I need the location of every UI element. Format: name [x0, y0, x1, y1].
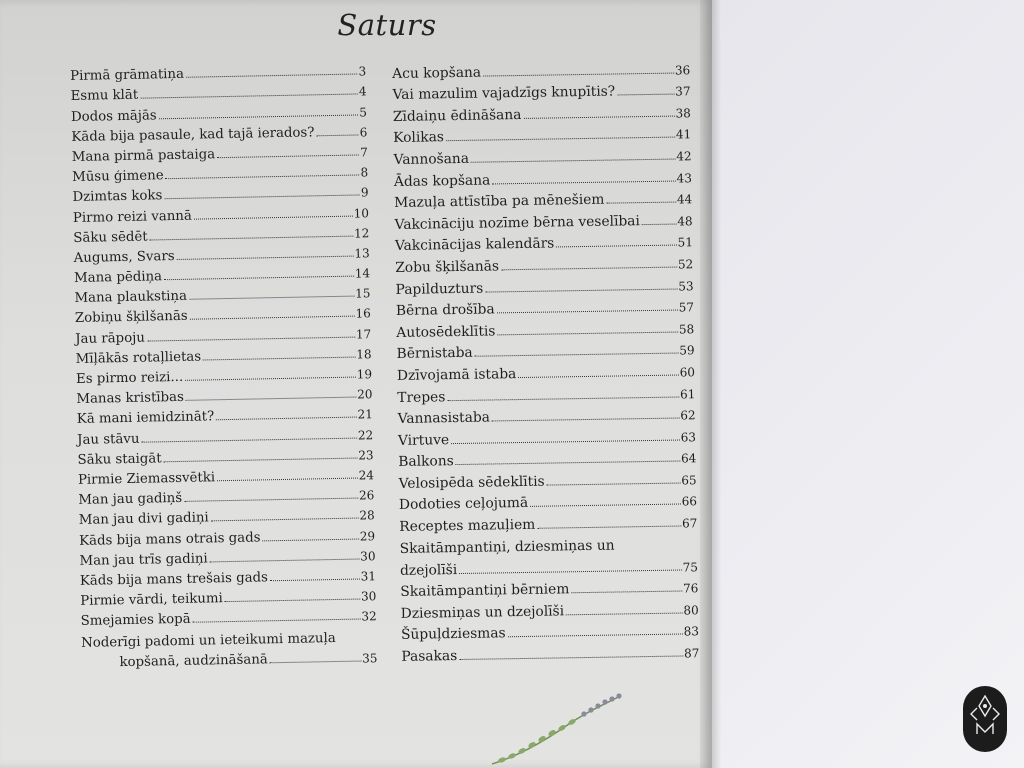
toc-entry-title: dzejolīši: [399, 561, 458, 579]
watermark-logo-icon: [963, 686, 1007, 752]
toc-entry-page: 13: [354, 246, 370, 261]
dot-leader: [164, 195, 360, 200]
dot-leader: [475, 353, 679, 357]
page-title: Saturs: [337, 8, 437, 42]
dot-leader: [485, 288, 677, 292]
toc-entry-title: Mīļākās rotaļlietas: [75, 349, 202, 367]
toc-entry-page: 80: [683, 603, 699, 618]
toc-entry-page: 19: [356, 367, 373, 382]
dot-leader: [459, 569, 682, 573]
toc-entry-title: Esmu klāt: [70, 88, 139, 105]
dot-leader: [316, 134, 358, 136]
dot-leader: [492, 418, 679, 422]
toc-entry-page: 20: [356, 387, 373, 402]
toc-entry-page: 66: [681, 494, 698, 509]
toc-entry-title: Dziesmiņas un dzejolīši: [400, 603, 565, 622]
toc-entry-title: Noderīgi padomi un ieteikumi mazuļa: [80, 631, 336, 652]
dot-leader: [451, 439, 680, 444]
dot-leader: [607, 202, 676, 204]
dot-leader: [150, 235, 353, 240]
dot-leader: [164, 457, 358, 462]
toc-entry-title: Acu kopšana: [392, 64, 482, 82]
dot-leader: [524, 115, 675, 118]
toc-entry-page: 22: [357, 427, 374, 443]
dot-leader: [483, 72, 674, 76]
dot-leader: [556, 245, 676, 248]
right-page: [712, 0, 1024, 768]
toc-entry-page: 48: [677, 214, 693, 229]
toc-entry-title: Trepes: [397, 388, 446, 406]
toc-entry-page: 59: [679, 343, 695, 358]
toc-entry-title: Jau rāpoju: [75, 330, 145, 347]
toc-entry-page: 23: [358, 447, 374, 463]
toc-entry-title: Pirmie Ziemassvētki: [77, 470, 216, 488]
toc-entry-title: Kolikas: [393, 129, 445, 147]
toc-entry-title: Jau stāvu: [77, 431, 140, 448]
dot-leader: [140, 94, 358, 99]
toc-entry-page: 16: [355, 306, 371, 322]
toc-entry-page: 32: [361, 609, 377, 624]
toc-entry-title: Kāda bija pasaule, kad tajā ierados?: [71, 125, 315, 145]
toc-entry-page: 41: [675, 127, 692, 142]
dot-leader: [186, 397, 356, 401]
toc-entry-title: Mana plaukstiņa: [74, 289, 188, 307]
toc-entry-title: Mūsu ģimene: [72, 168, 164, 186]
toc-entry-title: Pirmie vārdi, teikumi: [80, 591, 223, 609]
toc-entry-title: Pasakas: [401, 648, 458, 665]
toc-entry-page: 37: [675, 84, 691, 99]
toc-entry-title: Es pirmo reizi...: [75, 369, 184, 387]
dot-leader: [492, 180, 675, 184]
dot-leader: [617, 94, 674, 96]
toc-entry-title: Kāds bija mans trešais gads: [79, 570, 269, 589]
toc-entry-page: 6: [359, 125, 368, 140]
toc-entry-title: Pirmo reizi vannā: [72, 208, 192, 226]
toc-entry-title: Sāku staigāt: [77, 451, 162, 468]
toc-right-column: [392, 55, 699, 665]
toc-entry-title: Manas kristības: [76, 390, 185, 408]
toc-entry-title: Smejamies kopā: [80, 612, 191, 630]
toc-entry-page: 36: [674, 62, 691, 78]
dot-leader: [166, 175, 360, 180]
toc-entry-page: 87: [683, 646, 700, 661]
toc-entry-page: 53: [678, 278, 694, 294]
toc-entry-page: 18: [356, 347, 372, 362]
toc-entry-page: 17: [355, 326, 372, 342]
dot-leader: [189, 296, 354, 300]
dot-leader: [177, 255, 354, 259]
dot-leader: [194, 215, 353, 219]
toc-entry-page: 35: [362, 651, 378, 666]
toc-entry-title: Bērnistaba: [396, 345, 473, 363]
dot-leader: [217, 477, 358, 481]
toc-entry-page: 63: [680, 429, 697, 445]
toc-entry-title: Mazuļa attīstība pa mēnešiem: [394, 191, 605, 212]
dot-leader: [141, 437, 356, 442]
book-gutter: [700, 0, 722, 768]
toc-entry-title: Kā mani iemidzināt?: [76, 409, 215, 428]
toc-entry-page: 7: [359, 145, 368, 160]
toc-entry-title: Velosipēda sēdeklītis: [398, 473, 545, 492]
toc-entry-title: Skaitāmpantiņi, dziesmiņas un: [399, 537, 615, 558]
dot-leader: [186, 74, 358, 78]
toc-entry-page: 8: [360, 165, 369, 180]
dot-leader: [518, 374, 678, 378]
toc-entry-page: 42: [676, 149, 692, 164]
vine-ornament-icon: [488, 690, 628, 768]
dot-leader: [566, 612, 682, 615]
toc-entry-page: 9: [360, 185, 369, 200]
dot-leader: [571, 591, 682, 594]
toc-entry-page: 31: [360, 569, 377, 584]
toc-entry-page: 26: [358, 488, 375, 503]
toc-entry-page: 30: [360, 548, 376, 564]
dot-leader: [447, 396, 679, 401]
toc-entry-page: 30: [360, 589, 377, 604]
dot-leader: [459, 656, 683, 661]
dot-leader: [185, 377, 356, 381]
toc-entry-title: Receptes mazuļiem: [399, 516, 536, 536]
toc-entry-title: Sāku sēdēt: [73, 229, 148, 246]
dot-leader: [211, 518, 359, 522]
toc-entry-title: Pirmā grāmatiņa: [70, 67, 185, 85]
dot-leader: [456, 461, 680, 466]
toc-entry-title: Dodos mājās: [70, 107, 157, 125]
toc-entry-title: Skaitāmpantiņi bērniem: [400, 581, 570, 601]
dot-leader: [508, 634, 683, 638]
dot-leader: [147, 336, 355, 341]
toc-entry-page: 61: [679, 386, 696, 402]
toc-entry-page: 38: [675, 106, 691, 121]
toc-entry-title: Vakcināciju nozīme bērna veselībai: [394, 212, 641, 233]
dot-leader: [497, 310, 678, 314]
toc-entry-title: Papilduzturs: [395, 280, 484, 298]
toc-entry-title: Vannasistaba: [397, 409, 491, 428]
toc-entry-title: kopšanā, audzināšanā: [119, 652, 268, 671]
dot-leader: [547, 482, 681, 485]
toc-entry-page: 5: [359, 104, 368, 120]
toc-entry-page: 15: [355, 286, 371, 301]
toc-entry-page: 57: [678, 300, 695, 315]
toc-entry-page: 10: [353, 205, 370, 221]
dot-leader: [270, 578, 360, 581]
toc-entry-title: Vakcinācijas kalendārs: [394, 235, 555, 255]
toc-entry-page: 65: [681, 473, 697, 488]
dot-leader: [446, 137, 675, 142]
toc-entry-page: 28: [359, 508, 375, 523]
toc-entry-title: Man jau gadiņš: [78, 491, 183, 509]
dot-leader: [270, 661, 361, 664]
dot-leader: [159, 114, 359, 119]
dot-leader: [193, 619, 361, 623]
dot-leader: [642, 223, 676, 225]
toc-entry-page: 76: [682, 581, 699, 596]
toc-entry-title: Zobiņu šķilšanās: [74, 309, 188, 327]
toc-entry-page: 62: [680, 408, 696, 423]
toc-entry-title: Augums, Svars: [73, 248, 175, 266]
toc-entry-page: 14: [354, 266, 371, 281]
toc-entry-title: Dzimtas koks: [72, 188, 163, 206]
toc-entry-title: Man jau divi gadiņi: [78, 510, 209, 529]
toc-entry-title: Bērna drošība: [395, 301, 495, 320]
toc-entry-page: 29: [359, 528, 376, 544]
toc-entry-title: Ādas kopšana: [393, 172, 491, 190]
dot-leader: [184, 498, 358, 502]
dot-leader: [262, 538, 358, 541]
toc-entry-page: 83: [683, 624, 700, 639]
toc-entry-title: Mana pēdiņa: [73, 269, 163, 287]
dot-leader: [537, 526, 681, 529]
dot-leader: [216, 417, 356, 421]
toc-entry-title: Dzīvojamā istaba: [396, 365, 517, 384]
toc-entry-page: 58: [678, 322, 695, 337]
toc-entry-title: Kāds bija mans otrais gads: [79, 529, 261, 549]
dot-leader: [501, 266, 677, 270]
toc-entry-page: 44: [676, 192, 693, 207]
toc-entry-page: 43: [676, 170, 692, 186]
toc-entry-title: Vannošana: [393, 150, 470, 168]
toc-entry-title: Zobu šķilšanās: [395, 258, 500, 276]
toc-entry-page: 52: [677, 257, 694, 272]
toc-entry-title: Dodoties ceļojumā: [398, 495, 529, 514]
toc-entry-title: Zīdaiņu ēdināšana: [392, 106, 522, 125]
dot-leader: [497, 331, 678, 335]
toc-entry-page: 24: [358, 468, 375, 483]
toc-entry-title: Virtuve: [397, 431, 450, 449]
toc-entry-page: 67: [681, 516, 698, 531]
toc-entry-page: 4: [358, 84, 367, 99]
toc-entry-page: 21: [357, 407, 373, 422]
toc-entry-page: 12: [353, 225, 370, 241]
dot-leader: [164, 276, 354, 281]
toc-entry-title: Vai mazulim vajadzīgs knupītis?: [392, 83, 616, 104]
dot-leader: [530, 504, 681, 507]
dot-leader: [190, 316, 355, 320]
dot-leader: [210, 558, 360, 562]
toc-entry-page: 60: [679, 365, 696, 380]
toc-entry-title: Balkons: [398, 453, 454, 471]
toc-left-column: [70, 58, 378, 671]
toc-entry-page: 3: [358, 64, 367, 79]
toc-entry-page: 64: [680, 451, 697, 466]
toc-entry-title: Man jau trīs gadiņi: [79, 551, 208, 569]
toc-entry-page: 75: [682, 559, 699, 575]
toc-entry-title: Autosēdeklītis: [396, 323, 496, 341]
dot-leader: [471, 159, 675, 163]
dot-leader: [225, 599, 360, 603]
toc-entry-title: Mana pirmā pastaiga: [71, 147, 216, 165]
dot-leader: [217, 154, 359, 158]
dot-leader: [203, 356, 355, 360]
toc-entry-title: Šūpuļdziesmas: [400, 625, 506, 644]
toc-entry-page: 51: [677, 235, 694, 250]
